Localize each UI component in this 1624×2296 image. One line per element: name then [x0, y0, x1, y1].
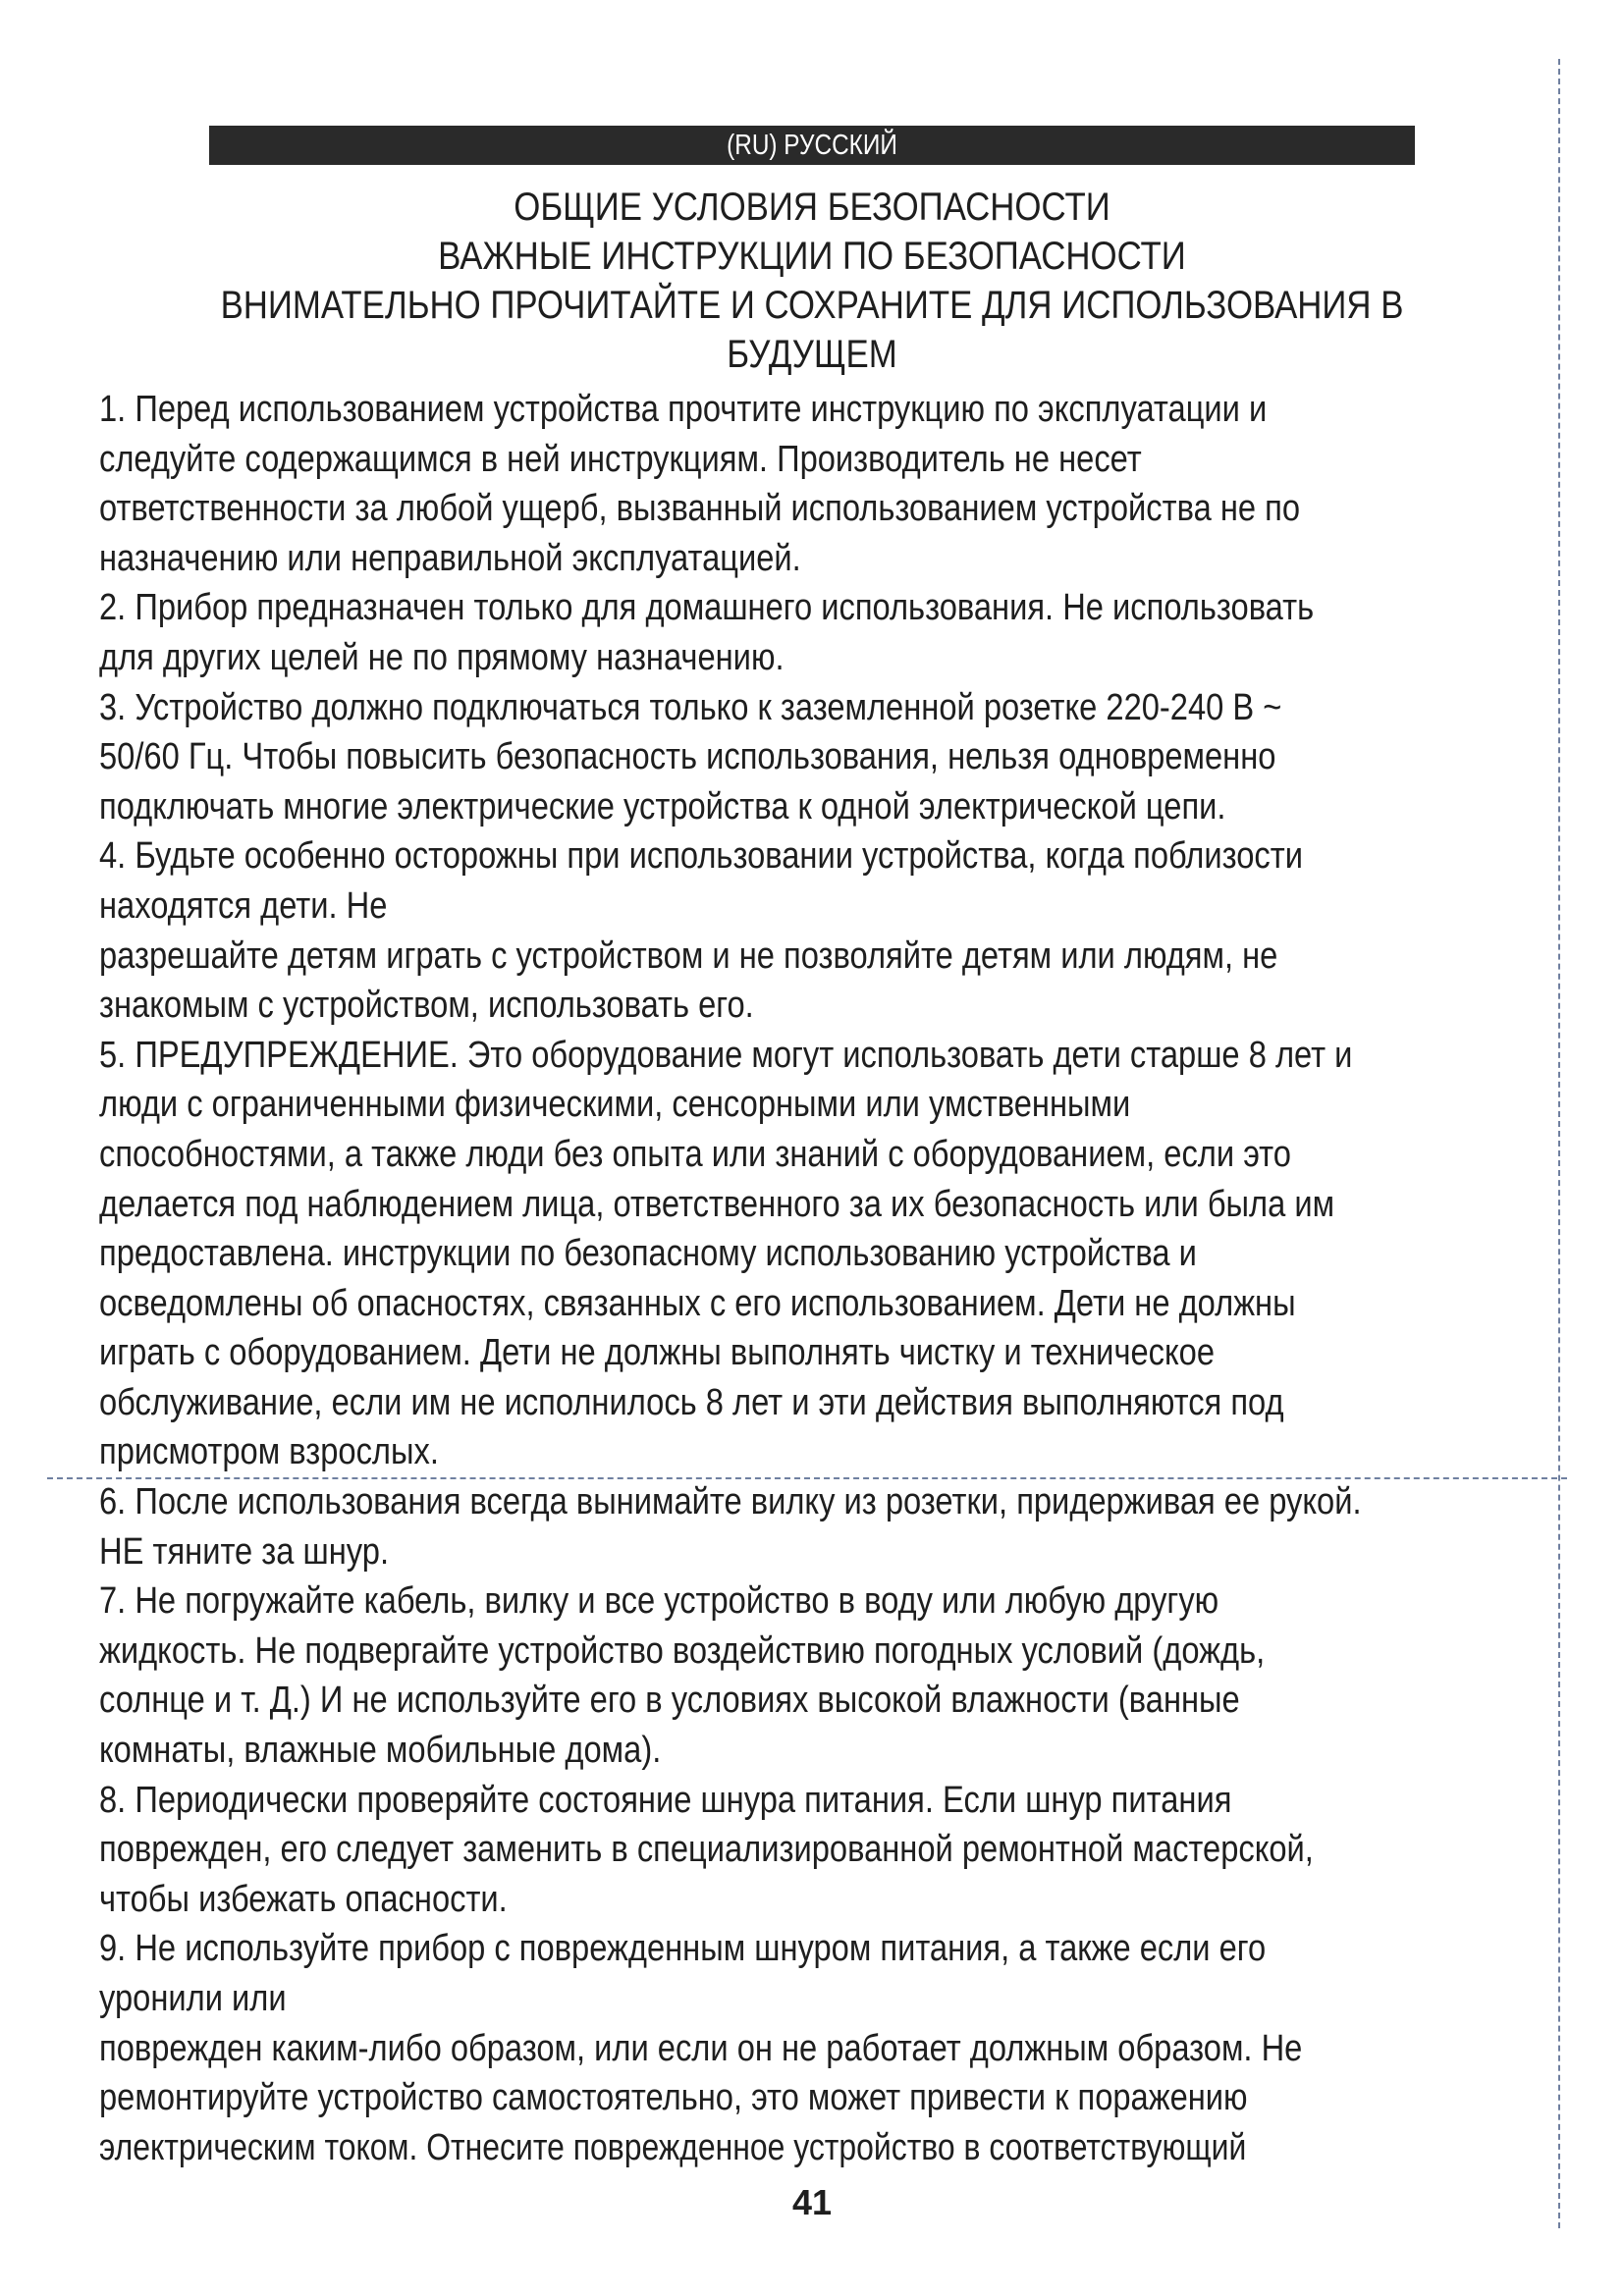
- text-line: поврежден каким-либо образом, или если он не работает должным образом. Не: [99, 2027, 1303, 2069]
- text-line: подключать многие электрические устройства к одной электрической цепи.: [99, 785, 1226, 828]
- text-line: уронили или: [99, 1978, 287, 2019]
- text-line: делается под наблюдением лица, ответственного за их безопасность или была им: [99, 1183, 1335, 1225]
- text-line: знакомым с устройством, использовать его.: [99, 985, 754, 1027]
- text-line: 6. После использования всегда вынимайте вилку из розетки, придерживая ее рукой.: [99, 1481, 1362, 1523]
- text-line: осведомлены об опасностях, связанных с его использованием. Дети не должны: [99, 1282, 1296, 1324]
- text-line: НЕ тяните за шнур.: [99, 1530, 390, 1573]
- text-line: разрешайте детям играть с устройством и не позволяйте детям или людям, не: [99, 934, 1278, 977]
- text-line: люди с ограниченными физическими, сенсорными или умственными: [99, 1084, 1131, 1126]
- safety-headings: [94, 183, 1530, 379]
- text-line: 7. Не погружайте кабель, вилку и все устройство в воду или любую другую: [99, 1580, 1219, 1623]
- text-line: 2. Прибор предназначен только для домашнего использования. Не использовать: [99, 587, 1315, 629]
- text-line: электрическим током. Отнесите поврежденное устройство в соответствующий: [99, 2126, 1247, 2168]
- text-line: жидкость. Не подвергайте устройство воздействию погодных условий (дождь,: [99, 1629, 1266, 1672]
- language-header-bar: [209, 126, 1415, 165]
- text-line: 9. Не используйте прибор с поврежденным шнуром питания, а также если его: [99, 1928, 1267, 1970]
- text-line: солнце и т. Д.) И не используйте его в условиях высокой влажности (ванные: [99, 1680, 1240, 1722]
- text-line: 4. Будьте особенно осторожны при использовании устройства, когда поблизости: [99, 835, 1303, 878]
- text-line: способностями, а также люди без опыта или знаний с оборудованием, если это: [99, 1133, 1291, 1175]
- text-line: находятся дети. Не: [99, 884, 388, 927]
- heading-important-instructions: ВАЖНЫЕ ИНСТРУКЦИИ ПО БЕЗОПАСНОСТИ: [438, 235, 1186, 278]
- text-line: обслуживание, если им не исполнилось 8 лет и эти действия выполняются под: [99, 1381, 1284, 1423]
- cut-line-vertical: [1558, 59, 1560, 2228]
- text-line: назначению или неправильной эксплуатацией.: [99, 537, 801, 579]
- text-line: присмотром взрослых.: [99, 1431, 439, 1473]
- page-number: 41: [791, 2182, 833, 2222]
- text-line: 3. Устройство должно подключаться только к заземленной розетке 220-240 В ~: [99, 686, 1282, 728]
- text-line: 8. Периодически проверяйте состояние шнура питания. Если шнур питания: [99, 1779, 1232, 1821]
- text-line: 50/60 Гц. Чтобы повысить безопасность использования, нельзя одновременно: [99, 736, 1276, 778]
- cut-line-horizontal: [47, 1477, 1567, 1479]
- text-line: для других целей не по прямому назначению.: [99, 636, 785, 678]
- text-line: играть с оборудованием. Дети не должны выполнять чистку и техническое: [99, 1332, 1216, 1374]
- text-line: чтобы избежать опасности.: [99, 1878, 508, 1920]
- text-line: предоставлена. инструкции по безопасному использованию устройства и: [99, 1233, 1197, 1275]
- text-line: следуйте содержащимся в ней инструкциям. Производитель не несет: [99, 438, 1142, 480]
- text-line: 1. Перед использованием устройства прочтите инструкцию по эксплуатации и: [99, 389, 1268, 430]
- language-label: (RU) РУССКИЙ: [727, 130, 897, 161]
- safety-instructions-text: [99, 385, 1616, 2172]
- text-line: комнаты, влажные мобильные дома).: [99, 1730, 662, 1772]
- heading-general-safety: ОБЩИЕ УСЛОВИЯ БЕЗОПАСНОСТИ: [514, 186, 1110, 229]
- text-line: ответственности за любой ущерб, вызванный использованием устройства не по: [99, 488, 1301, 530]
- text-line: поврежден, его следует заменить в специализированной ремонтной мастерской,: [99, 1829, 1314, 1871]
- text-line: 5. ПРЕДУПРЕЖДЕНИЕ. Это оборудование могут использовать дети старше 8 лет и: [99, 1034, 1353, 1076]
- text-line: ремонтируйте устройство самостоятельно, это может привести к поражению: [99, 2077, 1248, 2119]
- heading-read-and-keep: ВНИМАТЕЛЬНО ПРОЧИТАЙТЕ И СОХРАНИТЕ ДЛЯ ИСПОЛЬЗОВАНИЯ В: [220, 284, 1404, 327]
- heading-read-and-keep-cont: БУДУЩЕМ: [727, 333, 897, 376]
